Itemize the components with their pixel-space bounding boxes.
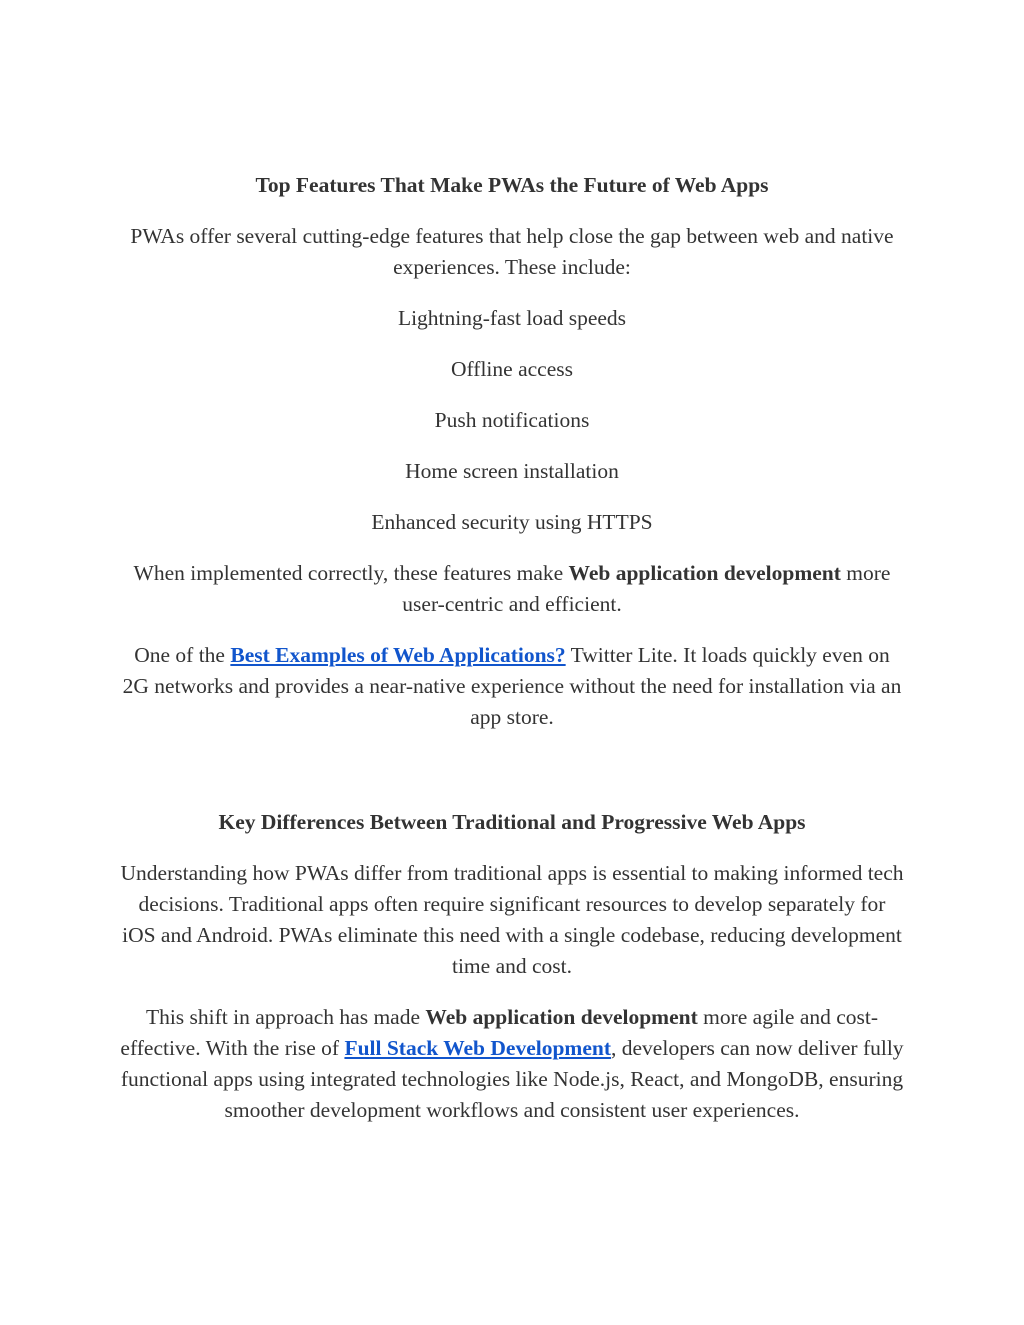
example-text: Twitter Lite. It loads quickly even on 2G networks and provides a near-native experience without the need for installation via an app store.	[122, 643, 902, 729]
summary-text: more user-centric and efficient.	[402, 561, 891, 616]
feature-item: Lightning-fast load speeds	[397, 306, 627, 330]
intro-paragraph: PWAs offer several cutting-edge features that help close the gap between web and native experiences. These include:	[130, 224, 894, 279]
example-paragraph	[120, 640, 904, 733]
feature-item: Offline access	[451, 357, 573, 381]
summary-paragraph	[120, 558, 904, 620]
feature-item: Home screen installation	[405, 459, 619, 483]
shift-text: more agile and cost-effective. With the rise of	[120, 1005, 879, 1060]
section-heading-pwa-features: Top Features That Make PWAs the Future of Web Apps	[255, 173, 769, 197]
section-spacer	[120, 753, 904, 807]
feature-item: Push notifications	[434, 408, 590, 432]
section-heading-key-differences: Key Differences Between Traditional and Progressive Web Apps	[218, 810, 806, 834]
shift-paragraph	[120, 1002, 904, 1126]
summary-bold-text: Web application development	[568, 561, 841, 585]
shift-bold-text: Web application development	[425, 1005, 698, 1029]
summary-text: When implemented correctly, these features make	[133, 561, 569, 585]
feature-item: Enhanced security using HTTPS	[371, 510, 653, 534]
differences-paragraph: Understanding how PWAs differ from traditional apps is essential to making informed tech decisions. Traditional apps often require significant resources to develop separately for iOS and Android. PWAs eliminate this need with a single codebase, reducing development time and cost.	[120, 861, 904, 978]
shift-text: , developers can now deliver fully functional apps using integrated technologies like Node.js, React, and MongoDB, ensuring smoother development workflows and consistent user experiences.	[120, 1036, 904, 1122]
shift-text: This shift in approach has made	[145, 1005, 426, 1029]
example-text: One of the	[134, 643, 231, 667]
document-page	[120, 170, 904, 1146]
best-examples-link[interactable]: Best Examples of Web Applications?	[230, 643, 566, 667]
full-stack-link[interactable]: Full Stack Web Development	[344, 1036, 612, 1060]
